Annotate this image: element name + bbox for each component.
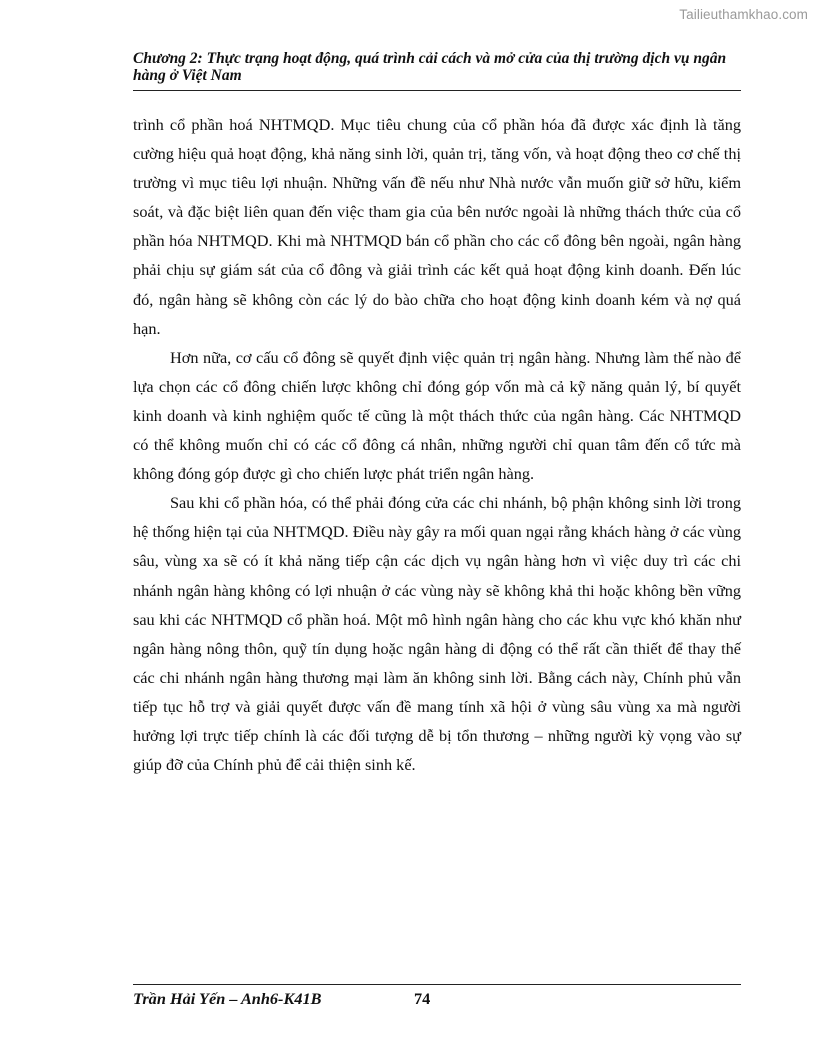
- page-number: 74: [414, 989, 431, 1008]
- footer-divider: [133, 984, 741, 985]
- header-divider: [133, 90, 741, 91]
- footer-author: Trần Hải Yến – Anh6-K41B: [133, 989, 322, 1008]
- paragraph-continued: trình cổ phần hoá NHTMQD. Mục tiêu chung của cổ phần hóa đã được xác định là tăng cường hiệu quả hoạt động, khả năng sinh lời, quản trị, tăng vốn, và hoạt động theo cơ chế thị trường vì mục tiêu lợi nhuận. Những vấn đề nếu như Nhà nước vẫn muốn giữ sở hữu, kiểm soát, và đặc biệt liên quan đến việc tham gia của bên nước ngoài là những thách thức của cổ phần hóa NHTMQD. Khi mà NHTMQD bán cổ phần cho các cổ đông bên ngoài, ngân hàng phải chịu sự giám sát của cổ đông và giải trình các kết quả hoạt động kinh doanh. Đến lúc đó, ngân hàng sẽ không còn các lý do bào chữa cho hoạt động kinh doanh kém và nợ quá hạn.: [133, 115, 741, 338]
- document-body: [133, 110, 741, 779]
- chapter-header: Chương 2: Thực trạng hoạt động, quá trình cải cách và mở cửa của thị trường dịch vụ ngân hàng ở Việt Nam: [133, 50, 727, 84]
- watermark-text: Tailieuthamkhao.com: [679, 7, 808, 22]
- paragraph-shareholders: Hơn nữa, cơ cấu cổ đông sẽ quyết định việc quản trị ngân hàng. Nhưng làm thế nào để lựa chọn các cổ đông chiến lược không chỉ đóng góp vốn mà cả kỹ năng quản lý, bí quyết kinh doanh và kinh nghiệm quốc tế cũng là một thách thức của ngân hàng. Các NHTMQD có thể không muốn chỉ có các cổ đông cá nhân, những người chỉ quan tâm đến cổ tức mà không đóng góp được gì cho chiến lược phát triển ngân hàng.: [133, 347, 741, 484]
- paragraph-branches: Sau khi cổ phần hóa, có thể phải đóng cửa các chi nhánh, bộ phận không sinh lời trong hệ thống hiện tại của NHTMQD. Điều này gây ra mối quan ngại rằng khách hàng ở các vùng sâu, vùng xa sẽ có ít khả năng tiếp cận các dịch vụ ngân hàng hơn vì việc duy trì các chi nhánh ngân hàng không có lợi nhuận ở các vùng này sẽ không khả thi hoặc không bền vững sau khi các NHTMQD cổ phần hoá. Một mô hình ngân hàng cho các khu vực khó khăn như ngân hàng nông thôn, quỹ tín dụng hoặc ngân hàng di động có thể rất cần thiết để thay thế các chi nhánh ngân hàng thương mại làm ăn không sinh lời. Bằng cách này, Chính phủ vẫn tiếp tục hỗ trợ và giải quyết được vấn đề mang tính xã hội ở vùng sâu vùng xa mà người hưởng lợi trực tiếp chính là các đối tượng dễ bị tổn thương – những người kỳ vọng vào sự giúp đỡ của Chính phủ để cải thiện sinh kế.: [133, 493, 741, 775]
